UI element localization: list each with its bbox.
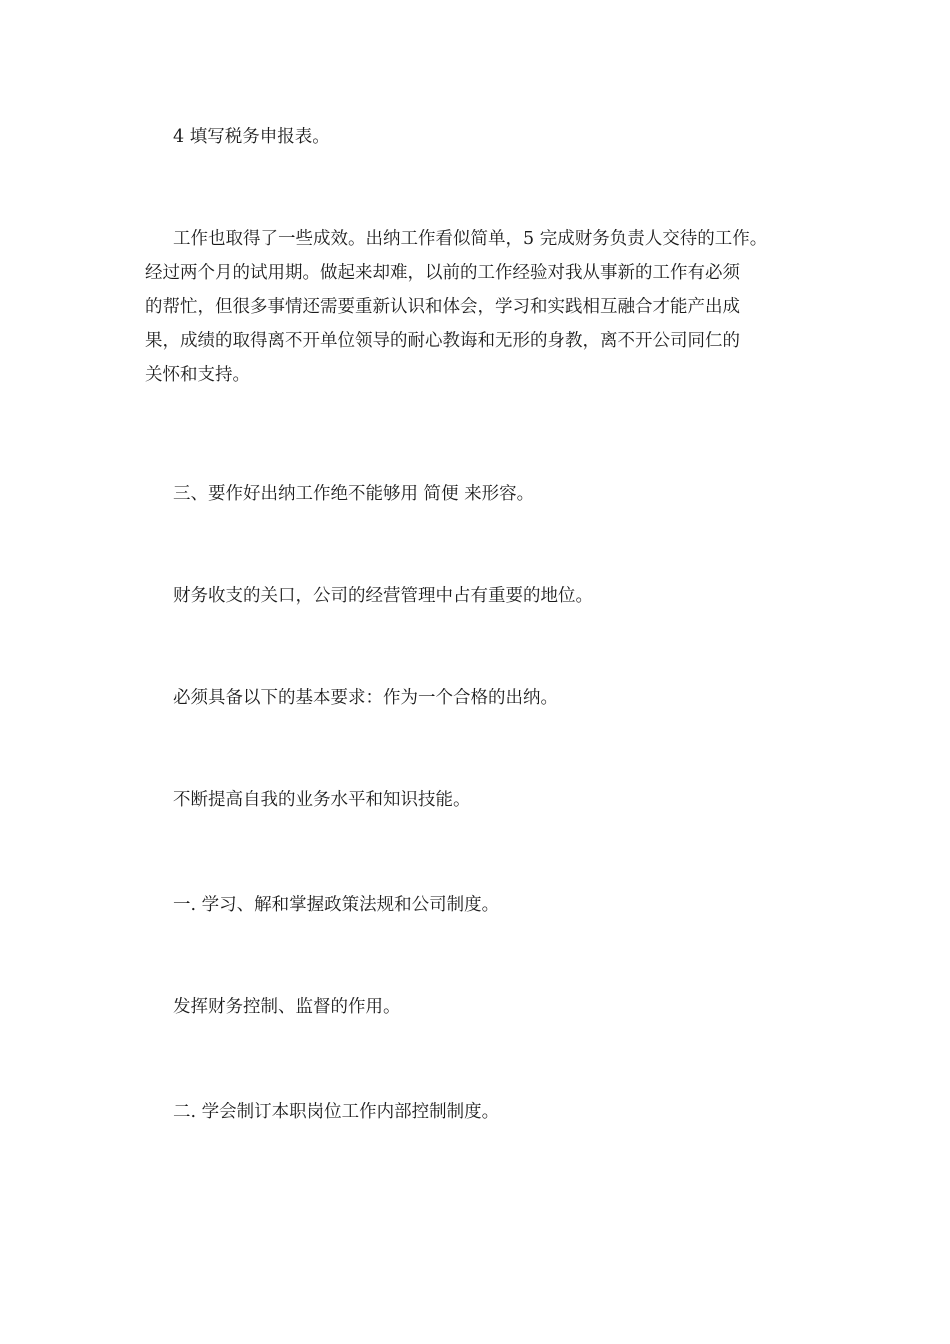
paragraph-line: 4 填写税务申报表。 xyxy=(173,127,330,147)
paragraph-finance-gate xyxy=(145,579,825,613)
list-item-one xyxy=(145,888,825,922)
paragraph-financial-control xyxy=(145,990,825,1024)
paragraph-line: 三、要作好出纳工作绝不能够用 简便 来形容。 xyxy=(173,484,535,504)
paragraph-line: 工作也取得了一些成效。出纳工作看似简单，5 完成财务负责人交待的工作。 xyxy=(173,229,768,249)
paragraph-line: 的帮忙，但很多事情还需要重新认识和体会，学习和实践相互融合才能产出成 xyxy=(145,297,740,317)
paragraph-line: 经过两个月的试用期。做起来却难，以前的工作经验对我从事新的工作有必须 xyxy=(145,263,740,283)
paragraph-line: 必须具备以下的基本要求：作为一个合格的出纳。 xyxy=(173,688,558,708)
paragraph-achievements xyxy=(145,222,825,392)
paragraph-line: 财务收支的关口，公司的经营管理中占有重要的地位。 xyxy=(173,586,593,606)
paragraph-line: 不断提高自我的业务水平和知识技能。 xyxy=(173,790,471,810)
paragraph-line: 果，成绩的取得离不开单位领导的耐心教诲和无形的身教，离不开公司同仁的 xyxy=(145,331,740,351)
section-heading-three xyxy=(145,477,825,511)
paragraph-basic-requirements xyxy=(145,681,825,715)
paragraph-line: 一. 学习、解和掌握政策法规和公司制度。 xyxy=(173,895,500,915)
paragraph-line: 二. 学会制订本职岗位工作内部控制制度。 xyxy=(173,1102,500,1122)
paragraph-improve-skills xyxy=(145,783,825,817)
paragraph-tax-form xyxy=(145,120,825,154)
paragraph-line: 关怀和支持。 xyxy=(145,365,250,385)
paragraph-line: 发挥财务控制、监督的作用。 xyxy=(173,997,401,1017)
list-item-two xyxy=(145,1095,825,1129)
